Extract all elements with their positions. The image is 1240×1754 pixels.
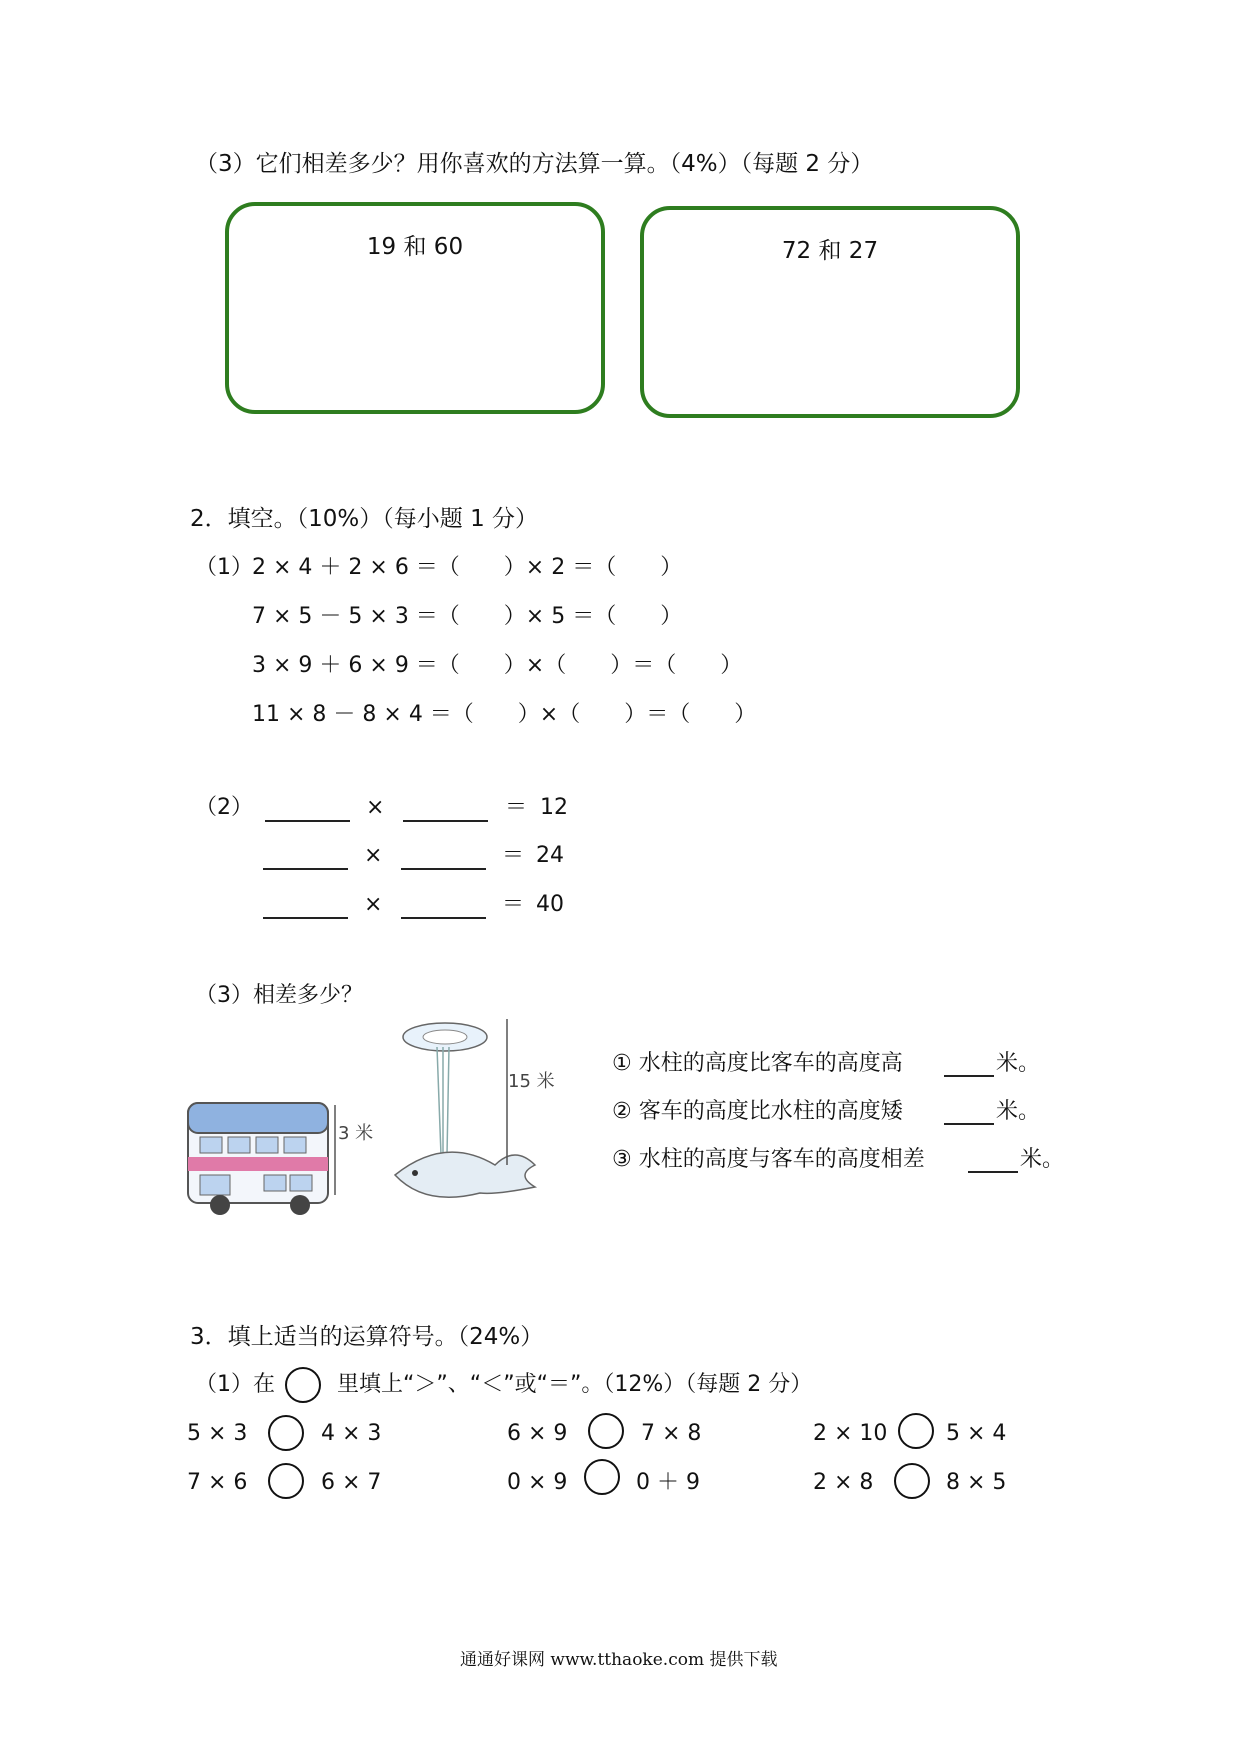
section2-heading: 2．填空。（10%）（每小题 1 分） xyxy=(190,506,539,532)
compare-3-right: 5 × 4 xyxy=(946,1421,1007,1446)
compare-6-left: 2 × 8 xyxy=(813,1470,874,1495)
compare-4-circle[interactable] xyxy=(268,1463,304,1499)
equals-sign-1: ＝ xyxy=(505,795,528,820)
compare-4-left: 7 × 6 xyxy=(187,1470,248,1495)
equals-sign-3: ＝ xyxy=(502,892,525,917)
compare-5-circle[interactable] xyxy=(584,1459,620,1495)
question-3-blank[interactable] xyxy=(968,1171,1018,1173)
part2-label: （2） xyxy=(195,795,253,820)
times-sign-2: × xyxy=(364,843,383,868)
part3-heading: （3）它们相差多少？用你喜欢的方法算一算。（4%）（每题 2 分） xyxy=(195,151,874,177)
compare-5-left: 0 × 9 xyxy=(507,1470,568,1495)
compare-1-circle[interactable] xyxy=(268,1415,304,1451)
compare-6-circle[interactable] xyxy=(894,1463,930,1499)
equation-row-3: 3 × 9 ＋ 6 × 9 ＝（ ）×（ ）＝（ ） xyxy=(252,653,743,678)
instruction-prefix: （1）在 xyxy=(195,1372,275,1397)
question-3-unit: 米。 xyxy=(1020,1147,1065,1172)
compare-4-right: 6 × 7 xyxy=(321,1470,382,1495)
question-1-blank[interactable] xyxy=(944,1075,994,1077)
part1-label: （1） xyxy=(195,555,253,580)
compare-2-left: 6 × 9 xyxy=(507,1421,568,1446)
product-3: 40 xyxy=(536,892,564,917)
part3-diff-heading: （3）相差多少？ xyxy=(195,983,363,1008)
blank-factor-3b[interactable] xyxy=(401,917,486,919)
equation-row-2: 7 × 5 － 5 × 3 ＝（ ）× 5 ＝（ ） xyxy=(252,604,683,629)
bus-height-label: 3 米 xyxy=(338,1123,374,1144)
compare-2-circle[interactable] xyxy=(588,1413,624,1449)
compare-3-left: 2 × 10 xyxy=(813,1421,888,1446)
answer-box-2-label: 72 和 27 xyxy=(781,238,879,264)
compare-3-circle[interactable] xyxy=(898,1413,934,1449)
example-circle xyxy=(285,1367,321,1403)
blank-factor-3a[interactable] xyxy=(263,917,348,919)
answer-box-2[interactable] xyxy=(640,206,1020,418)
blank-factor-1b[interactable] xyxy=(403,820,488,822)
times-sign-1: × xyxy=(366,795,385,820)
whale-fountain-illustration xyxy=(385,1015,555,1215)
product-1: 12 xyxy=(540,795,568,820)
fountain-height-label: 15 米 xyxy=(508,1071,555,1092)
compare-1-left: 5 × 3 xyxy=(187,1421,248,1446)
footer-text: 通通好课网 www.tthaoke.com 提供下载 xyxy=(460,1650,778,1670)
product-2: 24 xyxy=(536,843,564,868)
question-2-blank[interactable] xyxy=(944,1123,994,1125)
section3-heading: 3．填上适当的运算符号。（24%） xyxy=(190,1324,544,1350)
question-1-text: ① 水柱的高度比客车的高度高 xyxy=(612,1051,903,1076)
compare-2-right: 7 × 8 xyxy=(641,1421,702,1446)
equation-row-1: 2 × 4 ＋ 2 × 6 ＝（ ）× 2 ＝（ ） xyxy=(252,555,683,580)
answer-box-1[interactable] xyxy=(225,202,605,414)
compare-6-right: 8 × 5 xyxy=(946,1470,1007,1495)
blank-factor-2b[interactable] xyxy=(401,868,486,870)
blank-factor-2a[interactable] xyxy=(263,868,348,870)
instruction-suffix: 里填上“＞”、“＜”或“＝”。（12%）（每题 2 分） xyxy=(337,1372,813,1397)
answer-box-1-label: 19 和 60 xyxy=(366,234,464,260)
question-3-text: ③ 水柱的高度与客车的高度相差 xyxy=(612,1147,925,1172)
compare-5-right: 0 ＋ 9 xyxy=(636,1470,700,1495)
blank-factor-1a[interactable] xyxy=(265,820,350,822)
equals-sign-2: ＝ xyxy=(502,843,525,868)
bus-illustration xyxy=(180,1095,360,1225)
question-2-text: ② 客车的高度比水柱的高度矮 xyxy=(612,1099,903,1124)
equation-row-4: 11 × 8 － 8 × 4 ＝（ ）×（ ）＝（ ） xyxy=(252,702,757,727)
question-1-unit: 米。 xyxy=(996,1051,1041,1076)
question-2-unit: 米。 xyxy=(996,1099,1041,1124)
compare-1-right: 4 × 3 xyxy=(321,1421,382,1446)
times-sign-3: × xyxy=(364,892,383,917)
